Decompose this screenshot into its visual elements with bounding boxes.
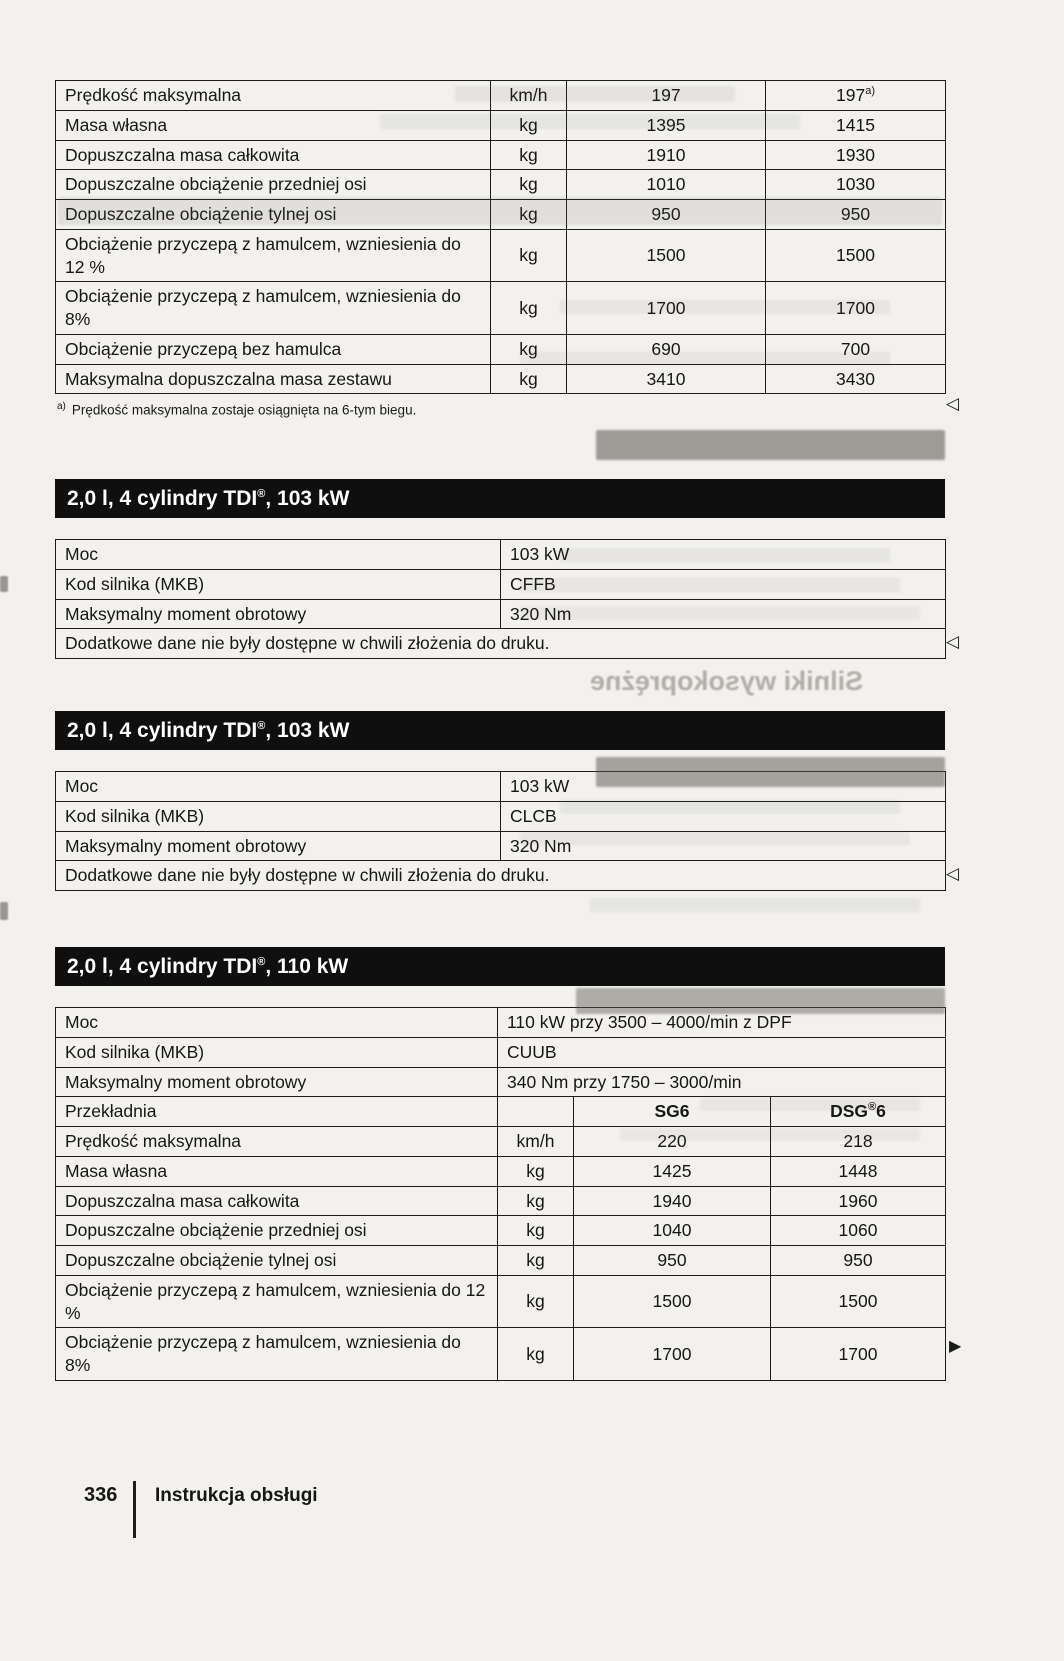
bleedthrough-banner bbox=[596, 430, 945, 460]
footer-divider bbox=[133, 1481, 136, 1538]
table-row bbox=[56, 861, 946, 891]
footnote-text: Prędkość maksymalna zostaje osiągnięta na 6-tym biegu. bbox=[71, 402, 417, 418]
row-label: Masa własna bbox=[56, 110, 491, 140]
row-label: Maksymalny moment obrotowy bbox=[56, 1067, 498, 1097]
value-cell-2: 1500 bbox=[771, 1275, 946, 1328]
value-cell-1: 1910 bbox=[567, 140, 766, 170]
table-row bbox=[56, 1156, 946, 1186]
section-end-triangle-icon: ◁ bbox=[946, 632, 960, 651]
unit-cell: kg bbox=[498, 1328, 574, 1381]
table-row bbox=[56, 1127, 946, 1157]
row-label: Obciążenie przyczepą z hamulcem, wzniesienia do 12 % bbox=[56, 1275, 498, 1328]
table-row bbox=[56, 81, 946, 111]
row-label: Dopuszczalne obciążenie przedniej osi bbox=[56, 1216, 498, 1246]
table-row bbox=[56, 1186, 946, 1216]
value-cell-2: 950 bbox=[766, 200, 946, 230]
value-cell-1: SG6 bbox=[574, 1097, 771, 1127]
row-label: Dopuszczalna masa całkowita bbox=[56, 140, 491, 170]
row-value: CLCB bbox=[501, 801, 946, 831]
section-header-110kw-cuub bbox=[55, 947, 945, 986]
row-label: Obciążenie przyczepą z hamulcem, wzniesienia do 12 % bbox=[56, 229, 491, 282]
value-cell-2: 1960 bbox=[771, 1186, 946, 1216]
value-cell-2: 700 bbox=[766, 334, 946, 364]
scan-edge-mark bbox=[0, 902, 8, 920]
value-cell-1: 1700 bbox=[567, 282, 766, 335]
unit-cell: km/h bbox=[498, 1127, 574, 1157]
table-row bbox=[56, 599, 946, 629]
table-row bbox=[56, 1246, 946, 1276]
value-cell-1: 197 bbox=[567, 81, 766, 111]
table-row bbox=[56, 1067, 946, 1097]
row-value: 340 Nm przy 1750 – 3000/min bbox=[498, 1067, 946, 1097]
value-cell-1: 220 bbox=[574, 1127, 771, 1157]
spec-table-110kw-cuub bbox=[55, 1007, 946, 1381]
unit-cell: kg bbox=[491, 282, 567, 335]
value-cell-2: 218 bbox=[771, 1127, 946, 1157]
unit-cell bbox=[498, 1097, 574, 1127]
footnote bbox=[57, 401, 927, 418]
table-row bbox=[56, 1328, 946, 1381]
row-label: Dopuszczalne obciążenie przedniej osi bbox=[56, 170, 491, 200]
registered-trademark-icon: ® bbox=[257, 956, 266, 968]
row-label: Kod silnika (MKB) bbox=[56, 801, 501, 831]
unit-cell: kg bbox=[498, 1186, 574, 1216]
section-title-text: , 103 kW bbox=[265, 487, 350, 510]
value-cell-2: 197$^{a)}$ bbox=[766, 81, 946, 111]
row-label: Obciążenie przyczepą bez hamulca bbox=[56, 334, 491, 364]
value-cell-2: 1500 bbox=[766, 229, 946, 282]
spec-table-103kw-clcb bbox=[55, 771, 946, 891]
value-cell-1: 950 bbox=[567, 200, 766, 230]
value-cell-1: 950 bbox=[574, 1246, 771, 1276]
row-label: Kod silnika (MKB) bbox=[56, 569, 501, 599]
row-value: CFFB bbox=[501, 569, 946, 599]
section-title-text: , 103 kW bbox=[265, 719, 350, 742]
value-cell-1: 1500 bbox=[574, 1275, 771, 1328]
continues-next-page-triangle-icon: ▶ bbox=[949, 1338, 962, 1355]
row-label: Moc bbox=[56, 540, 501, 570]
table-note-cell: Dodatkowe dane nie były dostępne w chwili złożenia do druku. bbox=[56, 629, 946, 659]
section-header-103kw-clcb bbox=[55, 711, 945, 750]
row-value: CUUB bbox=[498, 1037, 946, 1067]
table-row bbox=[56, 364, 946, 394]
table-row bbox=[56, 1216, 946, 1246]
section-title-text: , 110 kW bbox=[265, 955, 349, 978]
unit-cell: km/h bbox=[491, 81, 567, 111]
unit-cell: kg bbox=[491, 364, 567, 394]
row-label: Prędkość maksymalna bbox=[56, 1127, 498, 1157]
scan-edge-mark bbox=[0, 576, 8, 592]
value-cell-2: DSG®6 bbox=[771, 1097, 946, 1127]
unit-cell: kg bbox=[491, 110, 567, 140]
bleedthrough-text: Silniki wysokoprężne bbox=[590, 666, 864, 696]
row-label: Dopuszczalna masa całkowita bbox=[56, 1186, 498, 1216]
table-note-cell: Dodatkowe dane nie były dostępne w chwili złożenia do druku. bbox=[56, 861, 946, 891]
value-cell-1: 1010 bbox=[567, 170, 766, 200]
table-row bbox=[56, 772, 946, 802]
section-title-text: 2,0 l, 4 cylindry TDI bbox=[67, 487, 258, 510]
row-value: 320 Nm bbox=[501, 599, 946, 629]
table-row bbox=[56, 140, 946, 170]
value-cell-2: 1700 bbox=[766, 282, 946, 335]
value-cell-1: 1040 bbox=[574, 1216, 771, 1246]
unit-cell: kg bbox=[491, 200, 567, 230]
row-value: 110 kW przy 3500 – 4000/min z DPF bbox=[498, 1008, 946, 1038]
row-label: Masa własna bbox=[56, 1156, 498, 1186]
unit-cell: kg bbox=[498, 1156, 574, 1186]
unit-cell: kg bbox=[491, 229, 567, 282]
table-row bbox=[56, 334, 946, 364]
page-number: 336 bbox=[84, 1484, 118, 1506]
table-row bbox=[56, 540, 946, 570]
table-row bbox=[56, 1008, 946, 1038]
row-label: Dopuszczalne obciążenie tylnej osi bbox=[56, 1246, 498, 1276]
value-cell-1: 1425 bbox=[574, 1156, 771, 1186]
section-title-text: 2,0 l, 4 cylindry TDI bbox=[67, 719, 258, 742]
value-cell-1: 1940 bbox=[574, 1186, 771, 1216]
table-row bbox=[56, 282, 946, 335]
row-value: 103 kW bbox=[501, 540, 946, 570]
row-label: Moc bbox=[56, 1008, 498, 1038]
table-row bbox=[56, 831, 946, 861]
table-row bbox=[56, 1275, 946, 1328]
row-label: Maksymalna dopuszczalna masa zestawu bbox=[56, 364, 491, 394]
value-cell-2: 1030 bbox=[766, 170, 946, 200]
value-cell-1: 1395 bbox=[567, 110, 766, 140]
row-value: 103 kW bbox=[501, 772, 946, 802]
value-cell-2: 950 bbox=[771, 1246, 946, 1276]
footer-title: Instrukcja obsługi bbox=[155, 1485, 318, 1506]
value-cell-1: 1700 bbox=[574, 1328, 771, 1381]
scan-smudge bbox=[590, 898, 920, 912]
row-label: Obciążenie przyczepą z hamulcem, wzniesienia do 8% bbox=[56, 1328, 498, 1381]
value-cell-1: 690 bbox=[567, 334, 766, 364]
value-cell-2: 1700 bbox=[771, 1328, 946, 1381]
row-label: Obciążenie przyczepą z hamulcem, wzniesienia do 8% bbox=[56, 282, 491, 335]
registered-trademark-icon: ® bbox=[257, 720, 266, 732]
value-cell-2: 1448 bbox=[771, 1156, 946, 1186]
value-cell-2: 3430 bbox=[766, 364, 946, 394]
row-label: Przekładnia bbox=[56, 1097, 498, 1127]
table-row bbox=[56, 801, 946, 831]
value-cell-2: 1415 bbox=[766, 110, 946, 140]
row-label: Moc bbox=[56, 772, 501, 802]
row-label: Dopuszczalne obciążenie tylnej osi bbox=[56, 200, 491, 230]
row-label: Kod silnika (MKB) bbox=[56, 1037, 498, 1067]
table-row bbox=[56, 229, 946, 282]
unit-cell: kg bbox=[498, 1216, 574, 1246]
value-cell-2: 1060 bbox=[771, 1216, 946, 1246]
value-cell-1: 1500 bbox=[567, 229, 766, 282]
row-label: Prędkość maksymalna bbox=[56, 81, 491, 111]
section-header-103kw-cffb bbox=[55, 479, 945, 518]
table-row bbox=[56, 110, 946, 140]
row-label: Maksymalny moment obrotowy bbox=[56, 831, 501, 861]
unit-cell: kg bbox=[498, 1275, 574, 1328]
table-row bbox=[56, 200, 946, 230]
unit-cell: kg bbox=[491, 140, 567, 170]
value-cell-1: 3410 bbox=[567, 364, 766, 394]
table-row bbox=[56, 1037, 946, 1067]
unit-cell: kg bbox=[498, 1246, 574, 1276]
row-label: Maksymalny moment obrotowy bbox=[56, 599, 501, 629]
spec-table-top bbox=[55, 80, 946, 394]
section-end-triangle-icon: ◁ bbox=[946, 394, 960, 413]
spec-table-103kw-cffb bbox=[55, 539, 946, 659]
table-row bbox=[56, 1097, 946, 1127]
table-row bbox=[56, 170, 946, 200]
registered-trademark-icon: ® bbox=[257, 488, 266, 500]
footnote-marker: a) bbox=[57, 401, 66, 412]
section-title-text: 2,0 l, 4 cylindry TDI bbox=[67, 955, 258, 978]
table-row bbox=[56, 569, 946, 599]
row-value: 320 Nm bbox=[501, 831, 946, 861]
unit-cell: kg bbox=[491, 170, 567, 200]
value-cell-2: 1930 bbox=[766, 140, 946, 170]
table-row bbox=[56, 629, 946, 659]
section-end-triangle-icon: ◁ bbox=[946, 864, 960, 883]
unit-cell: kg bbox=[491, 334, 567, 364]
